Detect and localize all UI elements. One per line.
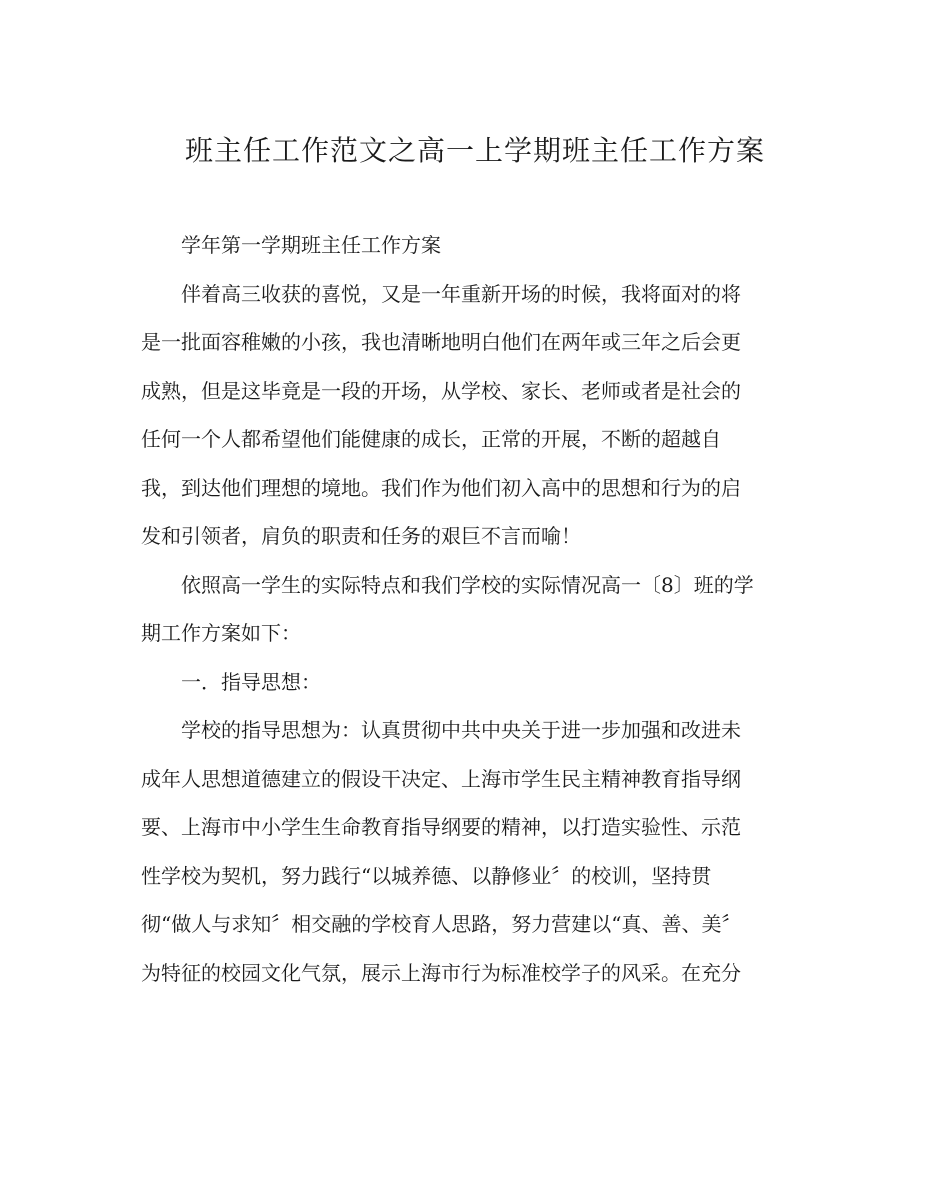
body-line: 任何一个人都希望他们能健康的成长，正常的开展，不断的超越自 xyxy=(141,427,721,451)
body-line: 学校的指导思想为：认真贯彻中共中央关于进一步加强和改进未 xyxy=(181,718,741,742)
body-line: 学年第一学期班主任工作方案 xyxy=(181,233,441,257)
body-line: 伴着高三收获的喜悦，又是一年重新开场的时候，我将面对的将 xyxy=(181,281,741,306)
body-line: 期工作方案如下： xyxy=(141,621,301,645)
body-line: 彻“做人与求知〞相交融的学校育人思路，努力营建以“真、善、美〞 xyxy=(141,912,742,936)
body-line: 我，到达他们理想的境地。我们作为他们初入高中的思想和行为的启 xyxy=(141,475,741,500)
body-line: 性学校为契机，努力践行“以城养德、以静修业〞的校训，坚持贯 xyxy=(141,863,712,888)
document-body xyxy=(141,221,801,997)
body-line: 依照高一学生的实际特点和我们学校的实际情况高一〔8〕班的学 xyxy=(181,572,754,597)
body-line: 是一批面容稚嫩的小孩，我也清晰地明白他们在两年或三年之后会更 xyxy=(141,330,741,354)
body-line: 为特征的校园文化气氛，展示上海市行为标准校学子的风采。在充分 xyxy=(141,960,741,985)
document-title: 班主任工作范文之高一上学期班主任工作方案 xyxy=(184,134,765,167)
body-line: 发和引领者，肩负的职责和任务的艰巨不言而喻！ xyxy=(141,524,581,548)
body-line: 成熟，但是这毕竟是一段的开场，从学校、家长、老师或者是社会的 xyxy=(141,378,741,403)
body-line: 要、上海市中小学生生命教育指导纲要的精神，以打造实验性、示范 xyxy=(141,815,741,839)
section-heading: 一．指导思想： xyxy=(181,669,321,694)
body-line: 成年人思想道德建立的假设干决定、上海市学生民主精神教育指导纲 xyxy=(141,766,741,791)
